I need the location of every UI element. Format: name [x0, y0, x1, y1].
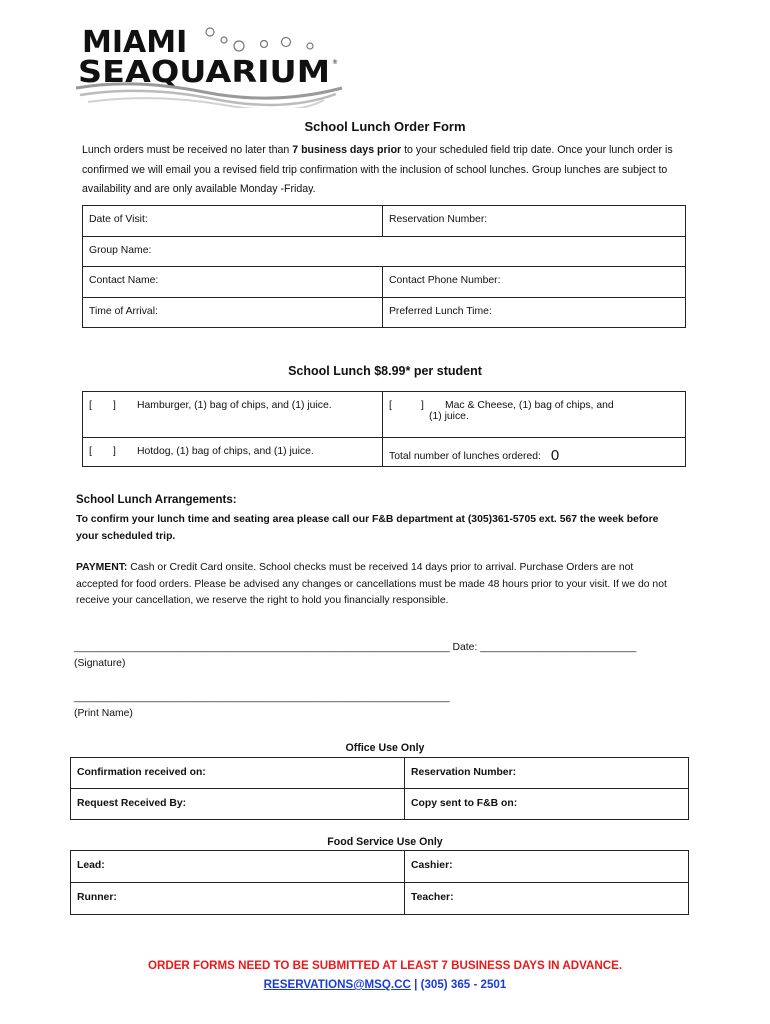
contact-line	[0, 978, 770, 991]
office-reservation-number-field[interactable]: Reservation Number:	[405, 758, 689, 789]
total-lunches-value[interactable]: 0	[550, 447, 560, 464]
print-name-label: (Print Name)	[74, 708, 133, 719]
miami-seaquarium-logo	[74, 22, 354, 108]
confirmation-received-field[interactable]: Confirmation received on:	[71, 758, 405, 789]
school-lunch-price-heading: School Lunch $8.99* per student	[288, 364, 482, 378]
arrangements-heading: School Lunch Arrangements:	[76, 494, 237, 506]
mac-cheese-option[interactable]	[383, 392, 686, 438]
contact-phone-field[interactable]: Contact Phone Number:	[383, 267, 686, 298]
contact-phone: (305) 365 - 2501	[420, 978, 507, 991]
mac-cheese-label-line2: (1) juice.	[429, 411, 469, 422]
teacher-field[interactable]: Teacher:	[405, 883, 689, 915]
checkbox-close-bracket[interactable]: ]	[421, 400, 424, 411]
advance-notice: ORDER FORMS NEED TO BE SUBMITTED AT LEAST 7 BUSINESS DAYS IN ADVANCE.	[147, 959, 623, 972]
signature-date[interactable]: Date: ___________________________	[449, 642, 637, 653]
payment-body: Cash or Credit Card onsite. School checks must be received 14 days prior to arrival. Purchase Orders are not accepted for food orders. Please be advised any changes or cancellations must be made 48 hours prior to your visit. If we do not receive your cancellation, we reserve the right to hold you financially responsible.	[76, 562, 667, 606]
runner-field[interactable]: Runner:	[71, 883, 405, 915]
reservation-number-field[interactable]: Reservation Number:	[383, 206, 686, 237]
intro-bold: 7 business days prior	[292, 144, 402, 156]
arrangements-body: To confirm your lunch time and seating area please call our F&B department at (305)361-5705 ext. 567 the week before your scheduled trip.	[76, 514, 659, 542]
total-lunches-label: Total number of lunches ordered:	[389, 451, 541, 462]
hamburger-option[interactable]	[83, 392, 383, 438]
checkbox-close-bracket[interactable]: ]	[113, 400, 116, 411]
signature-label: (Signature)	[74, 658, 126, 669]
print-name-line[interactable]: _________________________________________________________________	[74, 692, 450, 703]
hotdog-label: Hotdog, (1) bag of chips, and (1) juice.	[137, 446, 314, 457]
registered-mark: ®	[332, 59, 338, 66]
mac-cheese-label-line1: Mac & Cheese, (1) bag of chips, and	[445, 400, 614, 411]
visit-info-table	[82, 205, 686, 328]
total-lunches-field[interactable]	[383, 438, 686, 467]
food-service-table	[70, 850, 689, 915]
payment-label: PAYMENT:	[76, 562, 128, 573]
group-name-field[interactable]: Group Name:	[83, 236, 686, 267]
hamburger-label: Hamburger, (1) bag of chips, and (1) juice.	[137, 400, 332, 411]
intro-text	[82, 141, 692, 200]
food-service-heading: Food Service Use Only	[327, 836, 443, 848]
reservations-email-link[interactable]: RESERVATIONS@MSQ.CC	[263, 978, 411, 991]
contact-name-field[interactable]: Contact Name:	[83, 267, 383, 298]
date-of-visit-field[interactable]: Date of Visit:	[83, 206, 383, 237]
cashier-field[interactable]: Cashier:	[405, 851, 689, 883]
intro-part2: to your scheduled field trip date. Once your lunch order is confirmed we will email you a revised field trip confirmation with the inclusion of school lunches. Group lunches are subject to availability and are only available Monday -Friday.	[82, 144, 673, 195]
form-title: School Lunch Order Form	[304, 119, 466, 134]
office-use-heading: Office Use Only	[345, 742, 425, 754]
checkbox-open-bracket[interactable]: [	[89, 446, 92, 457]
time-of-arrival-field[interactable]: Time of Arrival:	[83, 297, 383, 328]
checkbox-close-bracket[interactable]: ]	[113, 446, 116, 457]
preferred-lunch-time-field[interactable]: Preferred Lunch Time:	[383, 297, 686, 328]
payment-terms	[76, 560, 676, 610]
contact-separator: |	[410, 978, 421, 991]
lunch-menu-table	[82, 391, 686, 467]
request-received-by-field[interactable]: Request Received By:	[71, 789, 405, 820]
signature-underline[interactable]: _________________________________________________________________	[74, 642, 450, 653]
checkbox-open-bracket[interactable]: [	[89, 400, 92, 411]
hotdog-option[interactable]	[83, 438, 383, 467]
copy-sent-field[interactable]: Copy sent to F&B on:	[405, 789, 689, 820]
office-use-table	[70, 757, 689, 820]
checkbox-open-bracket[interactable]: [	[389, 400, 392, 411]
logo-line-seaquarium: SEAQUARIUM	[78, 55, 330, 90]
intro-part1: Lunch orders must be received no later than	[82, 144, 293, 156]
signature-line[interactable]	[74, 642, 636, 653]
lead-field[interactable]: Lead:	[71, 851, 405, 883]
logo-line-miami: MIAMI	[82, 25, 188, 60]
